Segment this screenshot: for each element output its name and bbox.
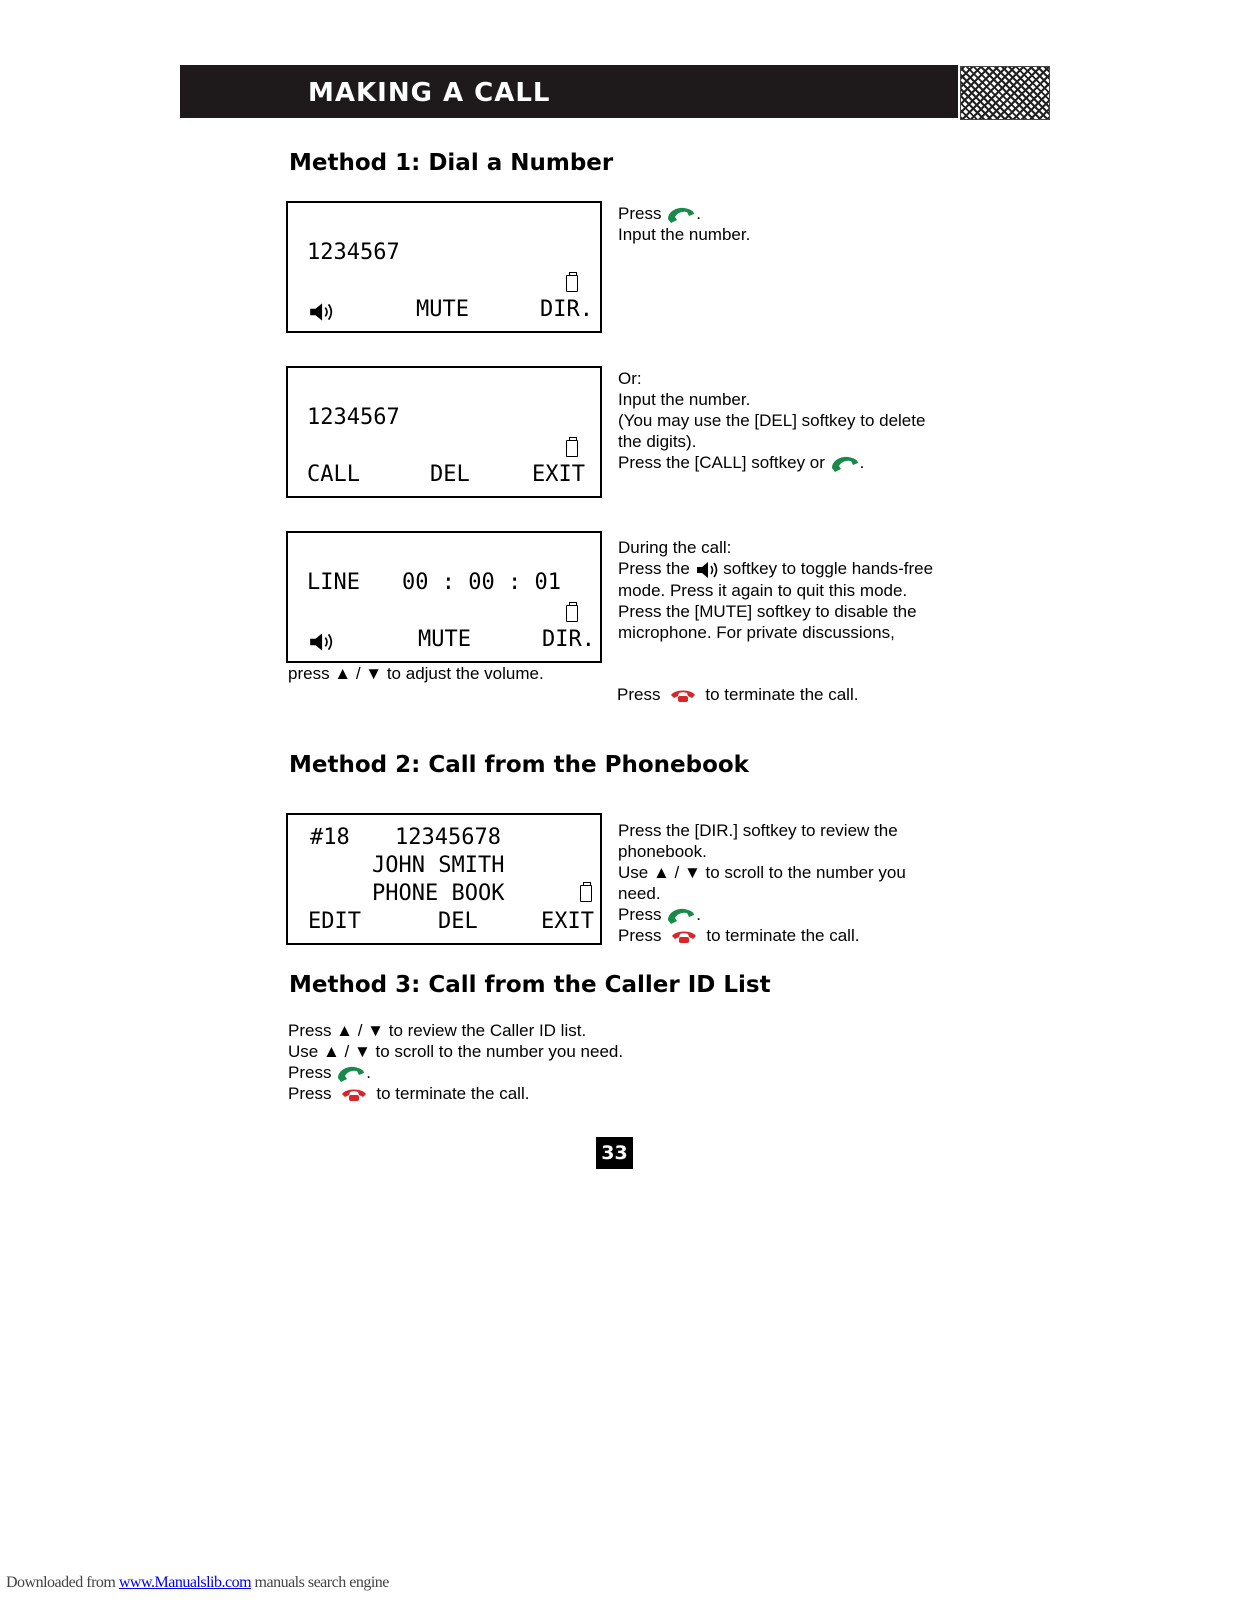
method2-desc: Press the [DIR.] softkey to review the phonebook. Use ▲ / ▼ to scroll to the number you need. Press . Press to terminate the call. — [618, 821, 906, 945]
method3-title: Method 3: Call from the Caller ID List — [289, 972, 771, 998]
softkey-dir: DIR. — [540, 297, 593, 322]
method1-title: Method 1: Dial a Number — [289, 150, 614, 176]
speaker-icon — [695, 560, 719, 580]
green-handset-icon — [666, 907, 696, 925]
red-handset-icon — [671, 929, 697, 945]
speaker-icon — [308, 631, 334, 653]
softkey-exit: EXIT — [541, 909, 594, 934]
green-handset-icon — [666, 206, 696, 224]
lcd-phonebook-label: PHONE BOOK — [372, 881, 505, 906]
method1-desc3: During the call: Press the softkey to toggle hands-free mode. Press it again to quit this mode. Press the [MUTE] softkey to disable the microphone. For private discussions, — [618, 538, 934, 642]
lcd-entry-number: 12345678 — [395, 825, 501, 850]
green-handset-icon — [336, 1065, 366, 1083]
method3-desc: Press ▲ / ▼ to review the Caller ID list. Use ▲ / ▼ to scroll to the number you need. Press . Press to terminate the call. — [288, 1021, 624, 1103]
softkey-mute: MUTE — [416, 297, 469, 322]
battery-icon — [566, 275, 578, 292]
manualslib-link[interactable]: www.Manualslib.com — [118, 1574, 252, 1591]
footer: Downloaded from www.Manualslib.com manuals search engine — [6, 1574, 389, 1591]
softkey-mute: MUTE — [418, 627, 471, 652]
header-bar — [180, 65, 958, 118]
battery-icon — [566, 440, 578, 457]
lcd-screen-dial — [286, 201, 602, 333]
softkey-del: DEL — [430, 462, 470, 487]
battery-icon — [566, 605, 578, 622]
lcd-number: 1234567 — [307, 240, 400, 265]
softkey-del: DEL — [438, 909, 478, 934]
softkey-edit: EDIT — [308, 909, 361, 934]
red-handset-icon — [341, 1087, 367, 1103]
volume-note: press ▲ / ▼ to adjust the volume. — [288, 664, 544, 683]
lcd-screen-phonebook — [286, 813, 602, 945]
speaker-icon — [308, 301, 334, 323]
terminate-note: Press to terminate the call. — [617, 685, 859, 704]
lcd-entry-name: JOHN SMITH — [372, 853, 505, 878]
decorative-pattern — [960, 66, 1050, 120]
method1-desc1: Press . Input the number. — [618, 204, 751, 244]
battery-icon — [580, 885, 592, 902]
lcd-screen-incall — [286, 531, 602, 663]
method1-desc2: Or: Input the number. (You may use the [DEL] softkey to delete the digits). Press the [CALL] softkey or . — [618, 369, 926, 472]
lcd-screen-predial — [286, 366, 602, 498]
softkey-dir: DIR. — [542, 627, 595, 652]
lcd-line-label: LINE — [307, 570, 360, 595]
lcd-number: 1234567 — [307, 405, 400, 430]
softkey-exit: EXIT — [532, 462, 585, 487]
page-title: MAKING A CALL — [308, 78, 551, 108]
method2-title: Method 2: Call from the Phonebook — [289, 752, 749, 778]
green-handset-icon — [830, 455, 860, 473]
softkey-call: CALL — [307, 462, 360, 487]
lcd-entry-index: #18 — [310, 825, 350, 850]
lcd-call-timer: 00 : 00 : 01 — [402, 570, 561, 595]
page-number: 33 — [596, 1137, 633, 1169]
red-handset-icon — [670, 688, 696, 704]
